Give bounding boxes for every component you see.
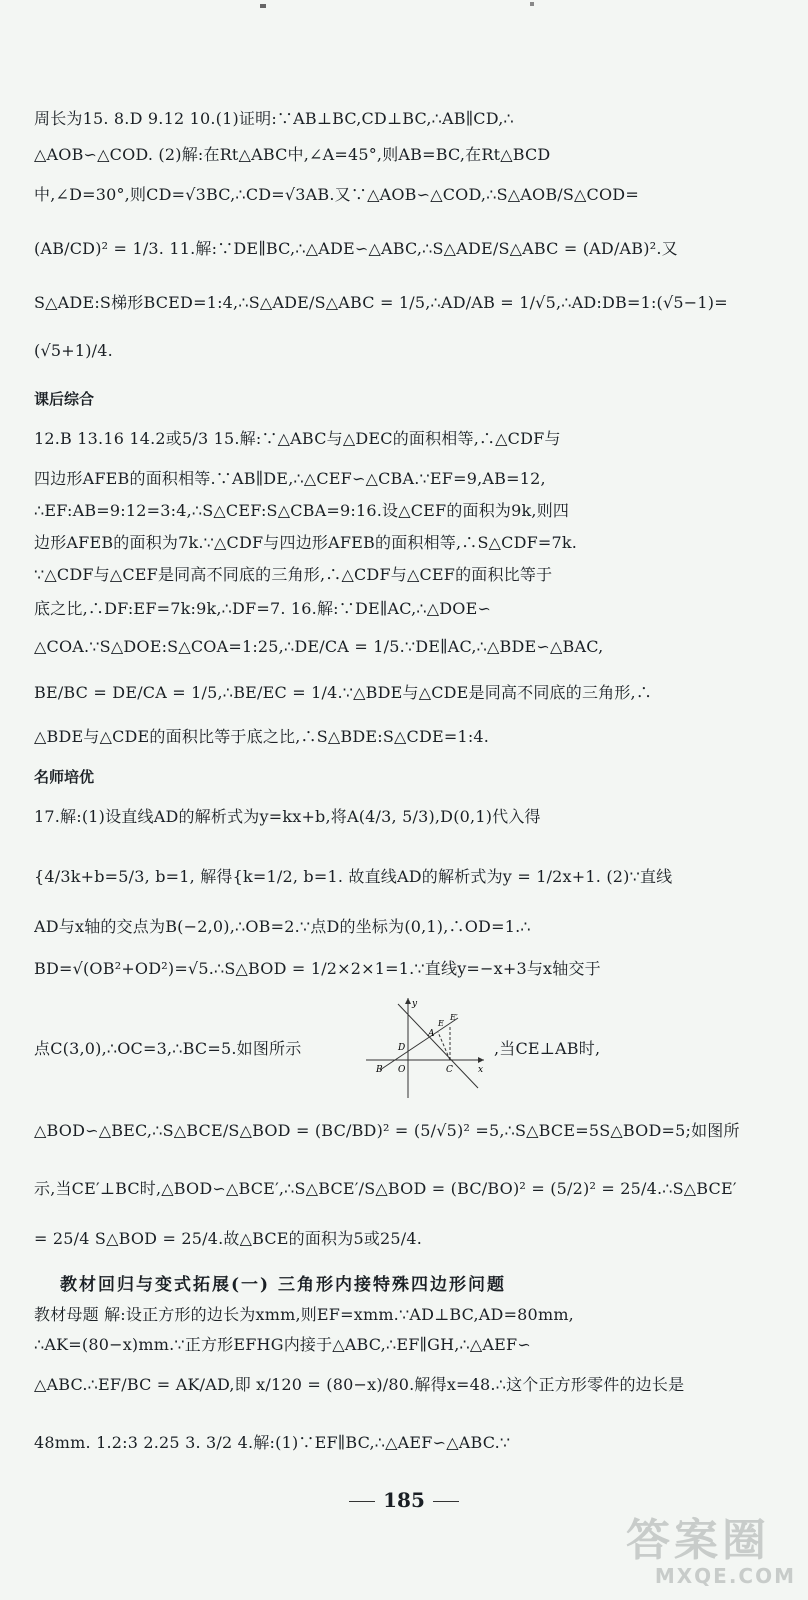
label-e: E: [438, 1019, 444, 1028]
text-line: ∴AK=(80−x)mm.∵正方形EFHG内接于△ABC,∴EF∥GH,∴△AEF∽: [34, 1335, 531, 1354]
text-line: 中,∠D=30°,则CD=√3BC,∴CD=√3AB.又∵△AOB∽△COD,∴S△AOB/S△COD=: [34, 185, 639, 204]
dash-left: [349, 1501, 375, 1502]
label-b: B: [376, 1065, 383, 1075]
label-y: y: [412, 999, 418, 1009]
coordinate-figure: [366, 996, 486, 1100]
label-o: O: [398, 1065, 406, 1075]
text-line: BE/BC = DE/CA = 1/5,∴BE/EC = 1/4.∵△BDE与△CDE是同高不同底的三角形,∴: [34, 683, 653, 702]
text-line: ,当CE⊥AB时,: [494, 1039, 601, 1058]
text-line: ∴EF:AB=9:12=3:4,∴S△CEF:S△CBA=9:16.设△CEF的面积为9k,则四: [34, 501, 570, 520]
chapter-title: 教材回归与变式拓展(一) 三角形内接特殊四边形问题: [60, 1275, 507, 1295]
section-heading: 课后综合: [34, 390, 95, 408]
text-line: 示,当CE′⊥BC时,△BOD∽△BCE′,∴S△BCE′/S△BOD = (BC/BO)² = (5/2)² = 25/4.∴S△BCE′: [34, 1179, 737, 1198]
label-x: x: [478, 1065, 484, 1075]
text-line: BD=√(OB²+OD²)=√5.∴S△BOD = 1/2×2×1=1.∵直线y=−x+3与x轴交于: [34, 959, 601, 978]
segment-ce: [438, 1032, 450, 1060]
text-line: △ABC.∴EF/BC = AK/AD,即 x/120 = (80−x)/80.解得x=48.∴这个正方形零件的边长是: [34, 1375, 685, 1394]
scan-mark: [530, 2, 534, 6]
label-a: A: [428, 1029, 435, 1039]
text-line: 教材母题 解:设正方形的边长为xmm,则EF=xmm.∵AD⊥BC,AD=80mm,: [34, 1305, 574, 1324]
text-line: △BOD∽△BEC,∴S△BCE/S△BOD = (BC/BD)² = (5/√5)² =5,∴S△BCE=5S△BOD=5;如图所: [34, 1121, 740, 1140]
text-line: 17.解:(1)设直线AD的解析式为y=kx+b,将A(4/3, 5/3),D(0,1)代入得: [34, 807, 541, 826]
label-c: C: [446, 1065, 453, 1075]
x-axis-arrow: [478, 1057, 484, 1063]
text-line: {4/3k+b=5/3, b=1, 解得{k=1/2, b=1. 故直线AD的解析式为y = 1/2x+1. (2)∵直线: [34, 867, 673, 886]
text-line: S△ADE:S梯形BCED=1:4,∴S△ADE/S△ABC = 1/5,∴AD/AB = 1/√5,∴AD:DB=1:(√5−1)=: [34, 293, 728, 312]
watermark: [626, 1504, 796, 1596]
text-line: (√5+1)/4.: [34, 341, 113, 360]
text-line: 48mm. 1.2:3 2.25 3. 3/2 4.解:(1)∵EF∥BC,∴△AEF∽△ABC.∵: [34, 1433, 511, 1452]
text-line: 周长为15. 8.D 9.12 10.(1)证明:∵AB⊥BC,CD⊥BC,∴AB∥CD,∴: [34, 109, 514, 128]
text-line: AD与x轴的交点为B(−2,0),∴OB=2.∵点D的坐标为(0,1),∴OD=1.∴: [34, 917, 531, 936]
text-line: △AOB∽△COD. (2)解:在Rt△ABC中,∠A=45°,则AB=BC,在Rt△BCD: [34, 145, 551, 164]
text-line: 点C(3,0),∴OC=3,∴BC=5.如图所示: [34, 1039, 302, 1058]
text-line: ∵△CDF与△CEF是同高不同底的三角形,∴△CDF与△CEF的面积比等于: [34, 565, 553, 584]
label-d: D: [398, 1043, 406, 1053]
text-line: 边形AFEB的面积为7k.∵△CDF与四边形AFEB的面积相等,∴S△CDF=7k.: [34, 533, 578, 552]
text-line: 底之比,∴DF:EF=7k:9k,∴DF=7. 16.解:∵DE∥AC,∴△DOE∽: [34, 599, 492, 618]
label-e-prime: E′: [450, 1013, 458, 1022]
text-line: = 25/4 S△BOD = 25/4.故△BCE的面积为5或25/4.: [34, 1229, 423, 1248]
page-number-text: 185: [383, 1488, 425, 1512]
text-line: 四边形AFEB的面积相等.∵AB∥DE,∴△CEF∽△CBA.∵EF=9,AB=12,: [34, 469, 546, 488]
watermark-logo-text: 答案圈: [626, 1515, 770, 1566]
y-axis-arrow: [405, 998, 411, 1004]
watermark-url: MXQE.COM: [654, 1564, 796, 1588]
text-line: △COA.∵S△DOE:S△COA=1:25,∴DE/CA = 1/5.∵DE∥AC,∴△BDE∽△BAC,: [34, 637, 604, 656]
scan-mark: [260, 4, 266, 8]
line-cx: [398, 1004, 478, 1088]
text-line: △BDE与△CDE的面积比等于底之比,∴S△BDE:S△CDE=1:4.: [34, 727, 490, 746]
text-line: (AB/CD)² = 1/3. 11.解:∵DE∥BC,∴△ADE∽△ABC,∴S△ADE/S△ABC = (AD/AB)².又: [34, 239, 678, 258]
section-heading: 名师培优: [34, 768, 95, 786]
dash-right: [433, 1501, 459, 1502]
text-line: 12.B 13.16 14.2或5/3 15.解:∵△ABC与△DEC的面积相等,∴△CDF与: [34, 429, 561, 448]
